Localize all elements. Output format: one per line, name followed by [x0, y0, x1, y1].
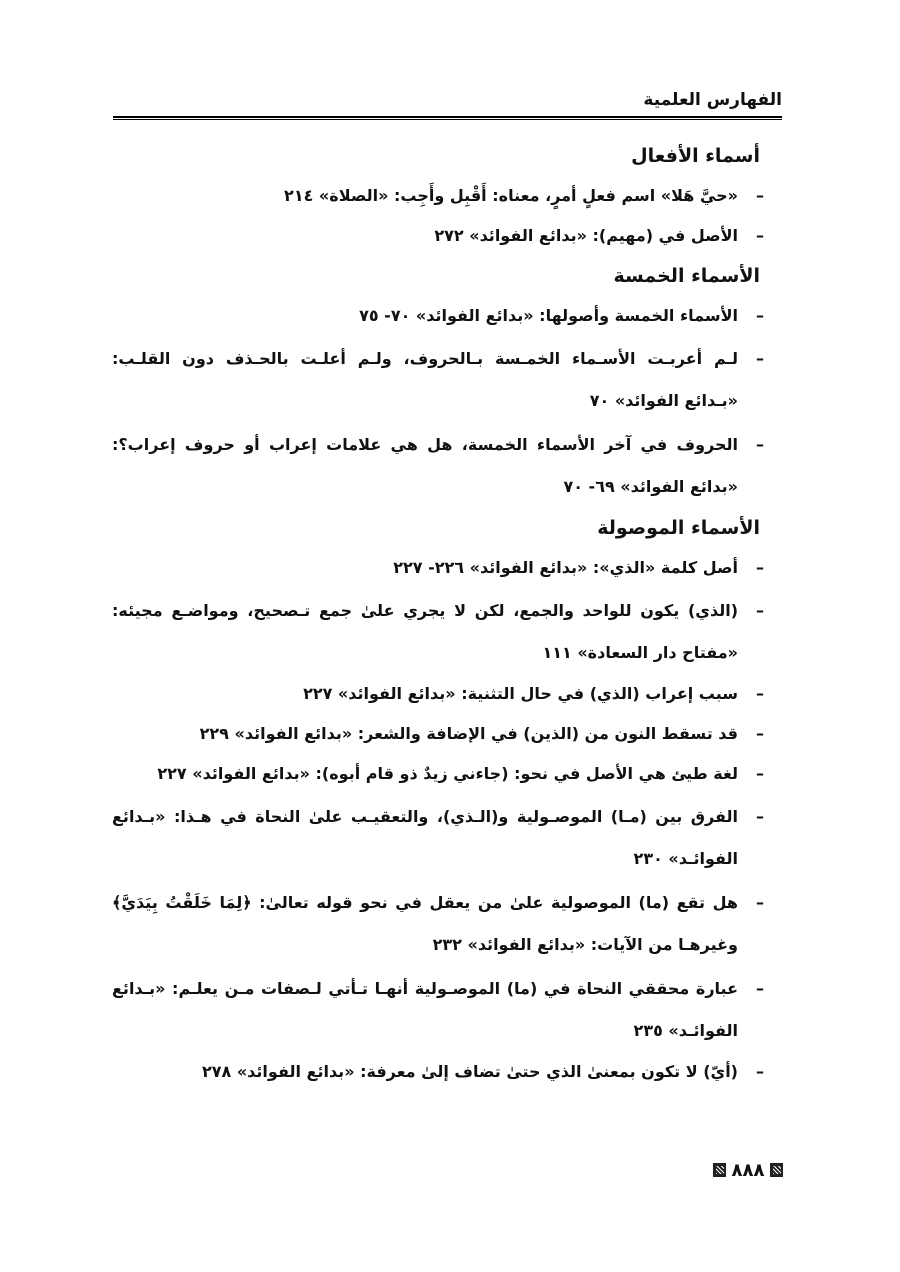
entry-dash: – — [756, 979, 764, 998]
entry-text: «حيَّ هَلا» اسم فعلٍ أمرٍ، معناه: أَقْبِل وأَجِب: «الصلاة» ٢١٤ — [284, 186, 738, 205]
page-footer — [713, 1155, 783, 1185]
entry-dash: – — [756, 186, 764, 205]
index-entry — [112, 882, 764, 966]
entry-dash: – — [756, 349, 764, 368]
entry-text: (أيّ) لا تكون بمعنىٰ الذي حتىٰ تضاف إلىٰ معرفة: «بدائع الفوائد» ٢٧٨ — [201, 1062, 738, 1081]
ornament-icon — [770, 1163, 783, 1177]
entry-dash: – — [756, 684, 764, 703]
index-entry — [112, 1054, 764, 1090]
entry-dash: – — [756, 1062, 764, 1081]
entry-text: أصل كلمة «الذي»: «بدائع الفوائد» ٢٢٦- ٢٢٧ — [393, 558, 738, 577]
entry-dash: – — [756, 435, 764, 454]
index-content — [112, 136, 764, 1094]
entry-dash: – — [756, 601, 764, 620]
entry-text: لـم أعربـت الأسـماء الخمـسة بـالحروف، ولـم أعلـت بالحـذف دون القلـب: «بـدائع الفوائد» ٧٠ — [112, 349, 738, 410]
header-rule — [113, 116, 782, 120]
index-entry — [112, 590, 764, 674]
entry-text: عبارة محققي النحاة في (ما) الموصـولية أنهـا تـأتي لـصفات مـن يعلـم: «بـدائع الفوائـد» ٢٣٥ — [112, 979, 738, 1040]
entry-text: قد تسقط النون من (الذين) في الإضافة والشعر: «بدائع الفوائد» ٢٢٩ — [199, 724, 738, 743]
index-entry — [112, 550, 764, 586]
entry-text: الأصل في (مهيم): «بدائع الفوائد» ٢٧٢ — [434, 226, 738, 245]
index-entry — [112, 796, 764, 880]
entry-dash: – — [756, 724, 764, 743]
entry-text: هل تقع (ما) الموصولية علىٰ من يعقل في نحو قوله تعالىٰ: ﴿لِمَا خَلَقْتُ بِيَدَيَّ﴾ وغيرهـا من الآيات: «بدائع الفوائد» ٢٣٢ — [112, 893, 738, 954]
running-header — [113, 86, 782, 120]
index-entry — [112, 298, 764, 334]
section-heading: أسماء الأفعال — [631, 145, 760, 167]
entry-dash: – — [756, 306, 764, 325]
index-entry — [112, 676, 764, 712]
index-entry — [112, 968, 764, 1052]
entry-text: الفرق بين (مـا) الموصـولية و(الـذي)، والتعقيـب علىٰ النحاة في هـذا: «بـدائع الفوائـد» ٢٣٠ — [112, 807, 738, 868]
page-number: ٨٨٨ — [731, 1159, 765, 1181]
entry-dash: – — [756, 764, 764, 783]
index-entry — [112, 178, 764, 214]
entry-dash: – — [756, 558, 764, 577]
index-entry — [112, 424, 764, 508]
running-header-title: الفهارس العلمية — [643, 90, 782, 110]
index-entry — [112, 716, 764, 752]
entry-text: الحروف في آخر الأسماء الخمسة، هل هي علامات إعراب أو حروف إعراب؟: «بدائع الفوائد» ٦٩- ٧٠ — [112, 435, 738, 496]
entry-text: لغة طيئ هي الأصل في نحو: (جاءني زيدٌ ذو قام أبوه): «بدائع الفوائد» ٢٢٧ — [157, 764, 738, 783]
entry-dash: – — [756, 893, 764, 912]
section-heading: الأسماء الخمسة — [613, 265, 760, 287]
index-entry — [112, 218, 764, 254]
entry-dash: – — [756, 807, 764, 826]
section-heading: الأسماء الموصولة — [597, 517, 760, 539]
entry-text: (الذي) يكون للواحد والجمع، لكن لا يجري علىٰ جمع تـصحيح، ومواضـع مجيئه: «مفتاح دار السعادة» ١١١ — [112, 601, 738, 662]
entry-dash: – — [756, 226, 764, 245]
entry-text: الأسماء الخمسة وأصولها: «بدائع الفوائد» ٧٠- ٧٥ — [359, 306, 738, 325]
index-entry — [112, 338, 764, 422]
index-entry — [112, 756, 764, 792]
ornament-icon — [713, 1163, 726, 1177]
entry-text: سبب إعراب (الذي) في حال التثنية: «بدائع الفوائد» ٢٢٧ — [303, 684, 738, 703]
